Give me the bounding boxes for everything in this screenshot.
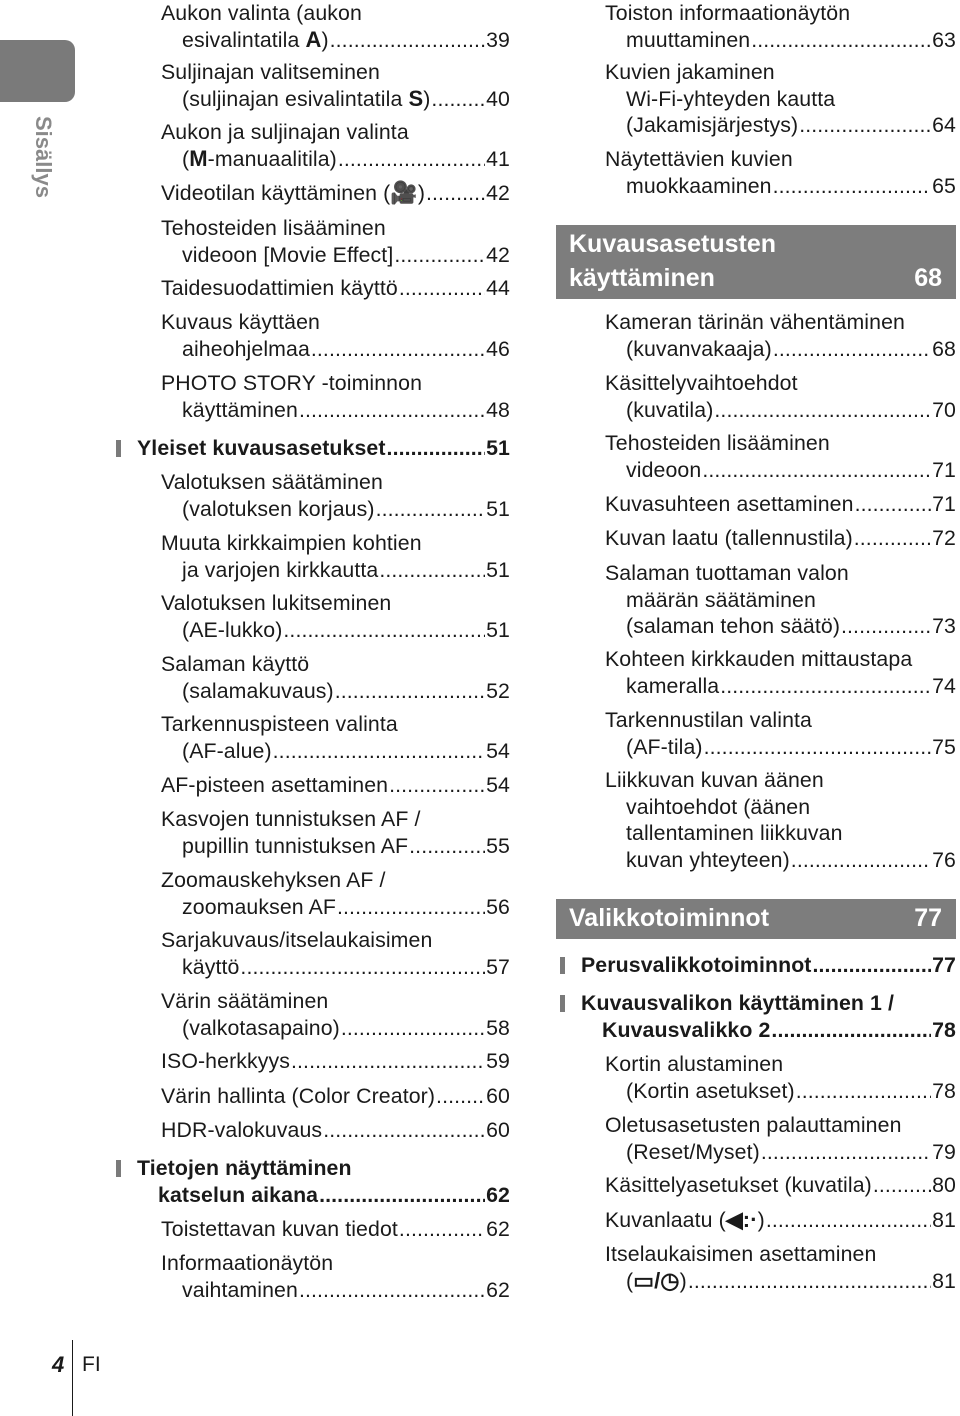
entry-text: Valotuksen säätäminen	[161, 470, 383, 494]
toc-entry[interactable]	[112, 215, 510, 268]
entry-text: (▭/◷)	[626, 1267, 687, 1293]
toc-entry[interactable]	[556, 646, 956, 699]
toc-entry[interactable]	[112, 275, 510, 302]
page-ref: 62	[486, 1217, 510, 1241]
entry-text: esivalintatila A)	[182, 26, 329, 52]
entry-text: Salaman tuottaman valon	[605, 561, 849, 585]
dot-leader	[283, 617, 485, 644]
page-ref: 62	[486, 1277, 510, 1302]
toc-entry[interactable]	[556, 309, 956, 362]
page-ref: 51	[486, 617, 510, 642]
entry-text: (AE-lukko)	[182, 617, 283, 642]
entry-text: pupillin tunnistuksen AF	[182, 833, 409, 858]
entry-text: (valkotasapaino)	[182, 1015, 340, 1040]
entry-text: muokkaaminen	[626, 173, 772, 198]
dot-leader	[773, 336, 931, 363]
dot-leader	[394, 242, 485, 269]
entry-text: vaihtaminen	[182, 1277, 298, 1302]
mode-icon: A	[305, 26, 322, 52]
mode-icon: S	[408, 85, 424, 111]
entry-text: Yleiset kuvausasetukset	[137, 436, 386, 460]
entry-text: Tarkennustilan valinta	[605, 708, 813, 732]
entry-text: Käsittelyvaihtoehdot	[605, 371, 798, 395]
page-ref: 46	[486, 336, 510, 361]
entry-text: videoon [Movie Effect]	[182, 242, 394, 267]
section-banner	[556, 225, 956, 299]
entry-text: Tehosteiden lisääminen	[161, 216, 386, 240]
entry-text: (valotuksen korjaus)	[182, 496, 375, 521]
entry-text: (AF-alue)	[182, 738, 272, 763]
page-ref: 70	[932, 397, 956, 422]
page-ref: 55	[486, 833, 510, 858]
dot-leader	[389, 772, 485, 799]
entry-text: (suljinajan esivalintatila S)	[182, 85, 431, 111]
toc-entry[interactable]	[556, 525, 956, 552]
toc-entry[interactable]	[556, 430, 956, 483]
entry-text: (kuvanvakaaja)	[626, 336, 772, 361]
dot-leader	[714, 397, 931, 424]
section-label: Sisällys	[31, 116, 56, 198]
dot-leader	[766, 1207, 931, 1234]
entry-text: Zoomauskehyksen AF /	[161, 868, 386, 892]
mode-icon: M	[189, 145, 208, 171]
entry-text: Aukon ja suljinajan valinta	[161, 120, 409, 144]
toc-entry[interactable]	[556, 560, 956, 640]
entry-text: Oletusasetusten palauttaminen	[605, 1113, 902, 1137]
dot-leader	[399, 1216, 485, 1243]
page-ref: 79	[932, 1139, 956, 1164]
dot-leader	[379, 557, 485, 584]
entry-text: HDR-valokuvaus	[161, 1118, 323, 1142]
entry-text: Informaationäytön	[161, 1251, 334, 1275]
dot-leader	[387, 435, 486, 462]
page-ref: 51	[486, 436, 510, 460]
page-ref: 63	[932, 27, 956, 52]
mode-icon: ▭/◷	[633, 1267, 680, 1293]
dot-leader	[426, 180, 485, 207]
toc-entry[interactable]	[112, 1117, 510, 1144]
toc-entry[interactable]	[112, 651, 510, 704]
entry-text: videoon	[626, 457, 702, 482]
dot-leader	[796, 1078, 931, 1105]
banner-title: käyttäminen	[569, 264, 715, 292]
toc-entry[interactable]	[112, 927, 510, 980]
entry-text: Kuvasuhteen asettaminen	[605, 492, 854, 516]
toc-entry[interactable]	[112, 590, 510, 643]
dot-leader	[399, 275, 485, 302]
toc-entry[interactable]	[112, 530, 510, 583]
section-tab	[0, 40, 75, 102]
toc-entry[interactable]	[112, 119, 510, 172]
toc-entry[interactable]	[556, 59, 956, 139]
toc-entry[interactable]	[112, 59, 510, 112]
entry-text: katselun aikana	[158, 1182, 319, 1207]
entry-text: Kuvausvalikko 2	[602, 1017, 771, 1042]
entry-text: Suljinajan valitseminen	[161, 60, 380, 84]
mode-icon: 🎥	[390, 180, 418, 205]
entry-text: (salaman tehon säätö)	[626, 614, 841, 638]
page-ref: 74	[932, 673, 956, 698]
page-ref: 40	[486, 86, 510, 111]
entry-text: Kameran tärinän vähentäminen	[605, 310, 905, 334]
dot-leader	[323, 1117, 485, 1144]
entry-text: Tehosteiden lisääminen	[605, 431, 830, 455]
dot-leader	[704, 734, 931, 761]
page-ref: 42	[486, 242, 510, 267]
dot-leader	[338, 146, 485, 173]
entry-text: Salaman käyttö	[161, 652, 310, 676]
dot-leader	[813, 952, 932, 979]
entry-text: Taidesuodattimien käyttö	[161, 276, 398, 300]
section-banner	[556, 899, 956, 939]
toc-entry[interactable]	[112, 180, 510, 207]
toc-heading[interactable]	[556, 952, 956, 979]
entry-text: Värin säätäminen	[161, 989, 329, 1013]
entry-text: käyttäminen	[182, 397, 298, 422]
dot-leader	[299, 1277, 485, 1304]
entry-text: Liikkuvan kuvan äänen	[605, 768, 824, 792]
page-ref: 72	[932, 526, 956, 550]
dot-leader	[799, 112, 931, 139]
toc-entry[interactable]	[556, 1051, 956, 1104]
toc-entry[interactable]	[556, 491, 956, 518]
page-ref: 81	[932, 1208, 956, 1232]
page-ref: 56	[486, 894, 510, 919]
toc-heading[interactable]	[112, 435, 510, 462]
entry-text: Kuvausvalikon käyttäminen 1 /	[581, 991, 895, 1015]
entry-text: Kuvien jakaminen	[605, 60, 775, 84]
page-ref: 42	[486, 181, 510, 205]
page-ref: 41	[486, 146, 510, 171]
page-ref: 58	[486, 1015, 510, 1040]
page-ref: 80	[932, 1173, 956, 1197]
entry-text: Käsittelyasetukset (kuvatila)	[605, 1173, 872, 1197]
entry-text: Sarjakuvaus/itselaukaisimen	[161, 928, 433, 952]
dot-leader	[376, 496, 486, 523]
page-number: 4	[52, 1352, 65, 1377]
entry-text: ja varjojen kirkkautta	[182, 557, 379, 582]
entry-text: Tarkennuspisteen valinta	[161, 712, 398, 736]
dot-leader	[299, 397, 485, 424]
entry-text: Valotuksen lukitseminen	[161, 591, 392, 615]
entry-text: Videotilan käyttäminen (🎥)	[161, 180, 426, 205]
page-ref: 51	[486, 496, 510, 521]
toc-entry[interactable]	[556, 1241, 956, 1294]
entry-text: Itselaukaisimen asettaminen	[605, 1242, 877, 1266]
entry-text: Kasvojen tunnistuksen AF /	[161, 807, 421, 831]
entry-text: kameralla	[626, 673, 720, 698]
dot-leader	[854, 525, 931, 552]
page-ref: 60	[486, 1084, 510, 1108]
dot-leader	[688, 1268, 931, 1295]
banner-page: 77	[914, 904, 942, 932]
banner-page: 68	[914, 264, 942, 292]
page-ref: 65	[932, 173, 956, 198]
page-ref: 77	[932, 953, 956, 977]
toc-entry[interactable]	[112, 1048, 510, 1075]
dot-leader	[855, 491, 932, 518]
toc-entry[interactable]	[556, 767, 956, 873]
toc-entry[interactable]	[112, 370, 510, 423]
toc-entry[interactable]	[112, 0, 510, 53]
toc-entry[interactable]	[112, 711, 510, 764]
entry-text: (AF-tila)	[626, 734, 703, 759]
footer-divider	[72, 1340, 73, 1416]
toc-entry[interactable]	[112, 1250, 510, 1303]
dot-leader	[720, 673, 931, 700]
entry-text: PHOTO STORY -toiminnon	[161, 371, 423, 395]
dot-leader	[431, 86, 485, 113]
entry-text: Aukon valinta (aukon	[161, 1, 362, 25]
page-ref: 81	[932, 1268, 956, 1293]
page-ref: 60	[486, 1118, 510, 1142]
entry-text: (M-manuaalitila)	[182, 145, 337, 171]
entry-text: Värin hallinta (Color Creator)	[161, 1084, 436, 1108]
toc-entry[interactable]	[112, 1083, 510, 1110]
entry-text: käyttö	[182, 954, 240, 979]
dot-leader	[330, 27, 485, 54]
entry-text: Kohteen kirkkauden mittaustapa	[605, 647, 913, 671]
entry-text: vaihtoehdot (äänen	[626, 794, 811, 819]
entry-text: Kuvaus käyttäen	[161, 310, 320, 334]
dot-leader	[337, 894, 485, 921]
page-ref: 68	[932, 336, 956, 361]
entry-text: Näytettävien kuvien	[605, 147, 793, 171]
page-ref: 71	[932, 492, 956, 516]
entry-text: ISO-herkkyys	[161, 1049, 291, 1073]
dot-leader	[311, 336, 485, 363]
dot-leader	[771, 1017, 931, 1044]
dot-leader	[436, 1083, 485, 1110]
page-ref: 51	[486, 557, 510, 582]
dot-leader	[791, 847, 931, 874]
banner-title: Valikkotoiminnot	[569, 904, 770, 932]
page-ref: 39	[486, 27, 510, 52]
entry-text: zoomauksen AF	[182, 894, 337, 919]
dot-leader	[291, 1048, 485, 1075]
entry-text: kuvan yhteyteen)	[626, 847, 790, 872]
page-ref: 57	[486, 954, 510, 979]
toc-entry[interactable]	[112, 867, 510, 920]
dot-leader	[773, 173, 931, 200]
page-ref: 78	[932, 1017, 956, 1042]
entry-text: (Kortin asetukset)	[626, 1078, 795, 1103]
dot-leader	[841, 613, 931, 640]
page-ref: 48	[486, 397, 510, 422]
page-ref: 71	[932, 457, 956, 482]
toc-entry[interactable]	[112, 309, 510, 362]
entry-text: Wi-Fi-yhteyden kautta	[626, 86, 836, 111]
toc-heading[interactable]	[112, 1155, 510, 1208]
entry-text: (kuvatila)	[626, 397, 714, 422]
dot-leader	[873, 1172, 931, 1199]
toc-entry[interactable]	[556, 146, 956, 199]
banner-title: Kuvausasetusten	[569, 230, 777, 258]
dot-leader	[273, 738, 485, 765]
page-ref: 44	[486, 276, 510, 300]
toc-entry[interactable]	[556, 707, 956, 760]
entry-text: Perusvalikkotoiminnot	[581, 953, 812, 977]
dot-leader	[319, 1182, 485, 1209]
entry-text: tallentaminen liikkuvan	[626, 821, 843, 845]
dot-leader	[240, 954, 485, 981]
entry-text: muuttaminen	[626, 27, 751, 52]
page-ref: 64	[932, 113, 956, 137]
page-ref: 75	[932, 734, 956, 759]
toc-entry[interactable]	[556, 1207, 956, 1234]
entry-text: Kuvanlaatu (◀:·)	[605, 1207, 765, 1232]
toc-entry[interactable]	[556, 370, 956, 423]
toc-entry[interactable]	[112, 1216, 510, 1243]
toc-entry[interactable]	[112, 988, 510, 1041]
page-ref: 78	[932, 1078, 956, 1103]
toc-entry[interactable]	[112, 469, 510, 522]
toc-entry[interactable]	[556, 1172, 956, 1199]
entry-text: (Reset/Myset)	[626, 1139, 760, 1164]
toc-entry[interactable]	[556, 0, 956, 53]
entry-text: Kuvan laatu (tallennustila)	[605, 526, 853, 550]
dot-leader	[751, 27, 931, 54]
toc-entry[interactable]	[112, 806, 510, 859]
mode-icon: ◀:·	[725, 1207, 758, 1232]
dot-leader	[409, 833, 485, 860]
entry-text: Toiston informaationäytön	[605, 1, 851, 25]
page-ref: 52	[486, 678, 510, 703]
dot-leader	[341, 1015, 485, 1042]
dot-leader	[335, 678, 485, 705]
entry-text: aiheohjelmaa	[182, 336, 310, 361]
page-ref: 54	[486, 773, 510, 797]
dot-leader	[702, 457, 931, 484]
entry-text: Muuta kirkkaimpien kohtien	[161, 531, 422, 555]
entry-text: määrän säätäminen	[626, 587, 816, 612]
entry-text: AF-pisteen asettaminen	[161, 773, 389, 797]
dot-leader	[761, 1139, 931, 1166]
page-ref: 76	[932, 847, 956, 872]
entry-text: (salamakuvaus)	[182, 678, 334, 703]
toc-entry[interactable]	[112, 772, 510, 799]
page-ref: 54	[486, 738, 510, 763]
page-language: FI	[82, 1353, 101, 1376]
page-ref: 59	[486, 1049, 510, 1073]
toc-entry[interactable]	[556, 1112, 956, 1165]
entry-text: Tietojen näyttäminen	[137, 1156, 352, 1180]
page-ref: 62	[486, 1182, 510, 1207]
page-ref: 73	[932, 614, 956, 638]
entry-text: (Jakamisjärjestys)	[626, 113, 799, 137]
entry-text: Kortin alustaminen	[605, 1052, 784, 1076]
entry-text: Toistettavan kuvan tiedot	[161, 1217, 398, 1241]
toc-heading[interactable]	[556, 990, 956, 1043]
